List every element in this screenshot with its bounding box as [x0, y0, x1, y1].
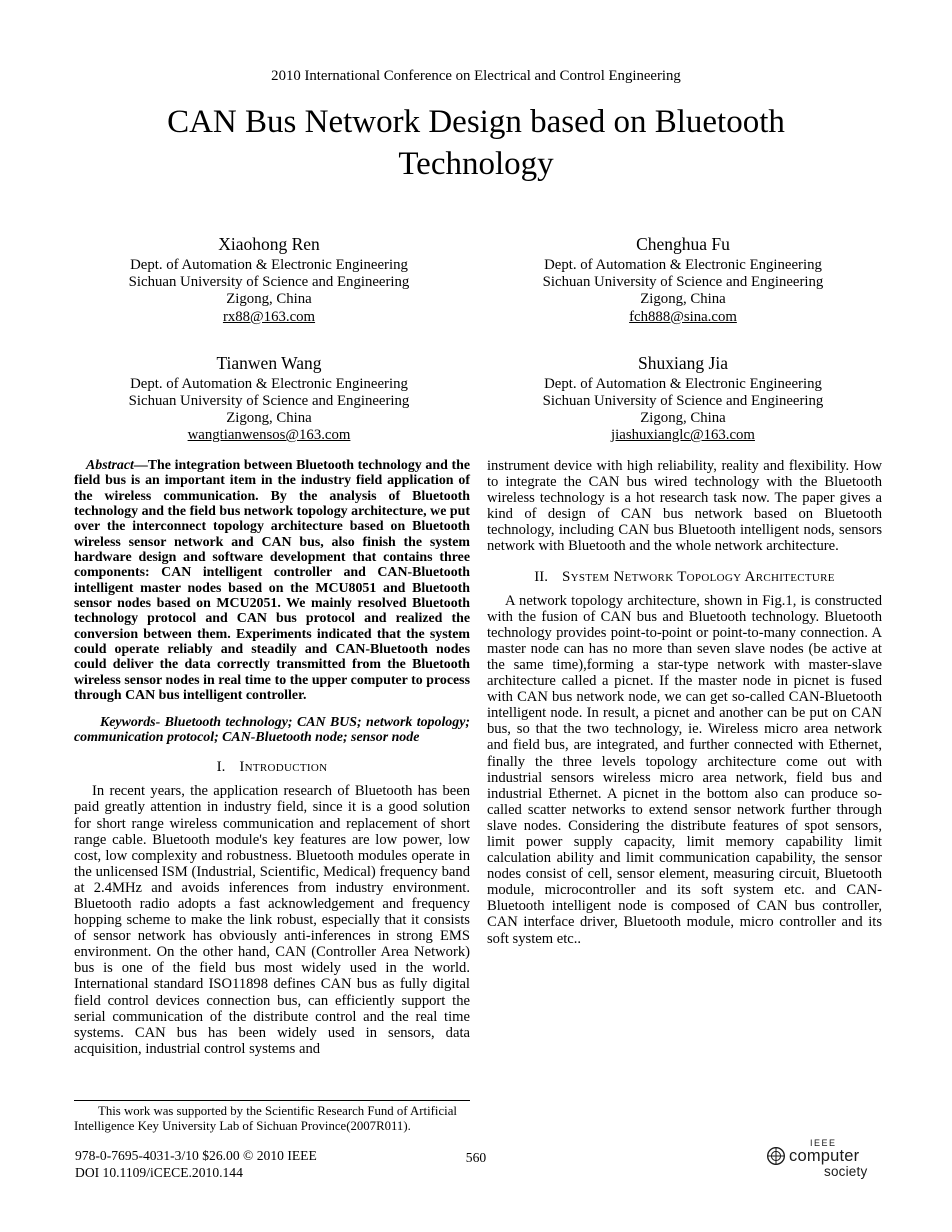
- abstract-label: Abstract: [86, 458, 134, 473]
- abstract-paragraph: [74, 458, 470, 704]
- author-city: Zigong, China: [226, 409, 312, 426]
- author-block-4: [476, 352, 890, 445]
- section-number: I.: [216, 759, 226, 776]
- author-name: Tianwen Wang: [216, 352, 322, 373]
- logo-society-text: society: [824, 1164, 868, 1179]
- author-name: Shuxiang Jia: [638, 352, 728, 373]
- computer-society-emblem-icon: [766, 1146, 786, 1166]
- author-block-2: [476, 236, 890, 326]
- author-university: Sichuan University of Science and Engineering: [128, 274, 410, 290]
- left-column: [74, 458, 470, 1134]
- section-heading-2: [487, 569, 882, 586]
- right-column: [487, 458, 882, 1134]
- author-university: Sichuan University of Science and Engineering: [542, 392, 824, 409]
- author-dept: Dept. of Automation & Electronic Engineering: [130, 375, 408, 392]
- author-dept: Dept. of Automation & Electronic Engineering: [130, 257, 408, 273]
- author-email-link[interactable]: wangtianwensos@163.com: [187, 427, 351, 443]
- author-university: Sichuan University of Science and Engineering: [128, 392, 410, 409]
- author-email-link[interactable]: fch888@sina.com: [629, 308, 737, 325]
- section2-paragraph: A network topology architecture, shown in Fig.1, is constructed with the fusion of CAN bus and Bluetooth technology. Bluetooth technology provides point-to-point or point-to-many connection. A master node can has no more than seven slave nodes (be active at the same time),forming a star-type network with master-slave architecture called a picnet. If the master node in picnet is fused with CAN bus network node, we can get so-called CAN-Bluetooth intelligent node. In result, a picnet and another can be put on CAN bus, so that the two technology, ie. Wireless micro area network and field bus, are integrated, and further connected with Ethernet, finally the three levels topology architecture come out with industrial sensors wireless micro area network, field bus and industrial Ethernet. A picnet in the bottom also can produce so-called scatter networks to extend sensor network further through slave nodes. Considering the distribute features of spot sensors, limit power supply capacity, limit memory capability limit calculation ability and limit communication capability, the sensor nodes consist of cell, sensor element, measuring circuit, Bluetooth module, microcontroller and its soft system etc. and CAN-Bluetooth intelligent node is composed of CAN bus controller, CAN interface driver, Bluetooth module, micro controller and its soft system etc..: [487, 592, 882, 947]
- logo-ieee-text: IEEE: [810, 1138, 837, 1148]
- author-city: Zigong, China: [640, 409, 726, 426]
- two-column-body: [74, 458, 882, 1134]
- section-title: System Network Topology Architecture: [561, 568, 835, 585]
- author-block-3: [62, 352, 476, 445]
- support-footnote: This work was supported by the Scientific Research Fund of Artificial Intelligence Key University Lab of Sichuan Province(2007R011).: [74, 1100, 470, 1134]
- author-university: Sichuan University of Science and Engineering: [542, 274, 824, 290]
- doi-line: DOI 10.1109/iCECE.2010.144: [75, 1164, 243, 1180]
- author-city: Zigong, China: [226, 291, 312, 307]
- section-title: Introduction: [239, 759, 328, 776]
- author-dept: Dept. of Automation & Electronic Engineering: [544, 257, 822, 273]
- author-email-link[interactable]: rx88@163.com: [222, 308, 316, 325]
- author-block-1: [62, 236, 476, 326]
- section-heading-1: [74, 759, 470, 776]
- author-name: Chenghua Fu: [636, 234, 730, 254]
- isbn-copyright-line: 978-0-7695-4031-3/10 $26.00 © 2010 IEEE: [75, 1148, 317, 1163]
- conference-header: 2010 International Conference on Electrical and Control Engineering: [271, 68, 681, 84]
- page-number: 560: [465, 1150, 487, 1165]
- keywords-paragraph: Keywords- Bluetooth technology; CAN BUS; network topology; communication protocol; CAN-Bluetooth node; sensor node: [74, 714, 470, 745]
- author-email-link[interactable]: jiashuxianglc@163.com: [611, 427, 755, 443]
- section-number: II.: [534, 568, 548, 585]
- ieee-computer-society-logo: [766, 1138, 886, 1190]
- paper-title: CAN Bus Network Design based on Bluetooth Technology: [167, 104, 785, 182]
- author-dept: Dept. of Automation & Electronic Engineering: [544, 375, 822, 392]
- introduction-paragraph: In recent years, the application research of Bluetooth has been paid greatly attention in industry field, since it is a good solution for short range wireless communication and replacement of short range cable. Bluetooth module's key features are low power, low cost, low complexity and robustness. Bluetooth modules operate in the unlicensed ISM (Industrial, Scientific, Medical) frequency band at 2.4MHz and avoids inferences from industry environment. Bluetooth radio adopts a fast acknowledgement and frequency hopping scheme to make the link robust, especially that it consists of sensor network has obviously anti-inferences in strong EMS environment. On the other hand, CAN (Controller Area Network) bus is one of the field bus most widely used in the world. International standard ISO11898 defines CAN bus as fully digital field control devices connection bus, can efficiently support the serial communication of the distribute control and the real time systems. CAN bus has been widely used in sensors, data acquisition, industrial control systems and: [74, 783, 470, 1057]
- author-name: Xiaohong Ren: [218, 234, 320, 254]
- abstract-text: —The integration between Bluetooth technology and the field bus is an important item in the industry field application of the wireless communication. By the analysis of Bluetooth technology and the field bus network topology architecture, we put over the interconnect topology architecture based on Bluetooth wireless sensor network and CAN bus, also finish the system hardware design and software development that contains three components: CAN intelligent controller and CAN-Bluetooth intelligent master nodes based on the MCU8051 and Bluetooth sensor nodes based on MCU2051. We mainly resolved Bluetooth technology protocol and CAN bus protocol and realized the conversion between them. Experiments indicated that the system could operate reliably and steadily and CAN-Bluetooth nodes could deliver the data correctly transmitted from the Bluetooth wireless sensor nodes in real time to the upper computer to process through CAN bus intelligent controller.: [74, 458, 470, 704]
- authors-grid: [62, 236, 890, 444]
- logo-computer-text: computer: [789, 1146, 860, 1165]
- author-city: Zigong, China: [640, 291, 726, 307]
- introduction-continuation-paragraph: instrument device with high reliability, reality and flexibility. How to integrate the CAN bus wired technology with the Bluetooth wireless technology is a hot research task now. The paper gives a kind of design of CAN bus network based on Bluetooth technology, including CAN bus Bluetooth intelligent nods, sensors network with Bluetooth and the whole network architecture.: [487, 458, 882, 555]
